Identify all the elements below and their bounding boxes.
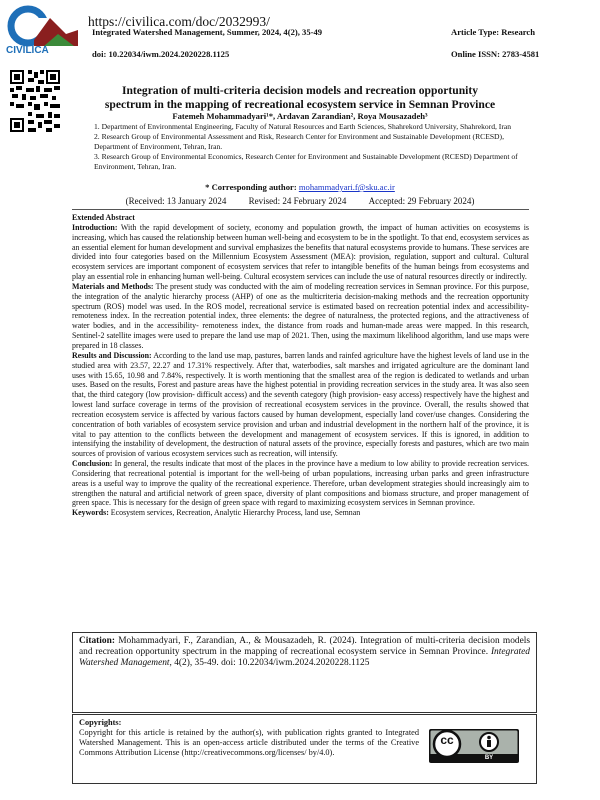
citation-journal: Integrated Watershed Management, bbox=[79, 647, 530, 669]
journal-info: Integrated Watershed Management, Summer, 2024, 4(2), 35-49 bbox=[92, 27, 323, 37]
affiliation-2: 2. Research Group of Environmental Assessment and Risk, Research Center for Environment and Sustainable Development (RCESD), Department of Environment, Tehran, Iran. bbox=[94, 132, 504, 151]
civilica-logo-text: CIVILICA bbox=[6, 45, 49, 56]
cc-label: cc bbox=[440, 733, 454, 747]
copyright-box bbox=[72, 714, 537, 784]
extended-abstract bbox=[72, 213, 529, 518]
citation-rest: 4(2), 35-49. doi: 10.22034/iwm.2024.2020228.1125 bbox=[171, 658, 370, 669]
copyright-label: Copyrights: bbox=[79, 718, 122, 727]
source-url[interactable]: https://civilica.com/doc/2032993/ bbox=[88, 14, 270, 29]
cc-by-badge[interactable] bbox=[429, 729, 519, 763]
corresponding-label: * Corresponding author: bbox=[205, 182, 297, 192]
affiliations bbox=[94, 122, 534, 172]
doi: doi: 10.22034/iwm.2024.2020228.1125 bbox=[92, 49, 230, 59]
methods-paragraph: Materials and Methods: The present study was conducted with the aim of modeling recreation services in Semnan province. For this purpose, the integration of the analytic hierarchy process (AHP) of one as the multicriteria decision-making methods and the recreation opportunity spectrum (ROS) model was used. In the ROS model, recreational service is estimated based on recreation potential index and accessibility- remoteness index. In the recreation potential index, three elements: the degree of naturalness, the protected regions, and the attractiveness of water bodies, and in the accessibility- remoteness index, the distance from roads and human-made areas were mapped. In this research, Sentinel-2 satellite images were used to prepare the land use map of 2021. Then, using the maximum likelihood algorithm, land use maps were prepared in 18 classes. bbox=[72, 281, 530, 350]
corresponding-email-link[interactable]: mohammadyari.f@sku.ac.ir bbox=[298, 182, 395, 192]
citation-label: Citation: bbox=[79, 636, 115, 646]
issn: Online ISSN: 2783-4581 bbox=[451, 49, 540, 59]
received-date: (Received: 13 January 2024 bbox=[125, 196, 227, 206]
paper-title bbox=[20, 84, 580, 112]
affiliation-1: 1. Department of Environmental Engineering, Faculty of Natural Resources and Earth Sciences, Shahrekord University, Shahrekord, Iran bbox=[94, 122, 512, 131]
citation-text: Mohammadyari, F., Zarandian, A., & Mousazadeh, R. (2024). Integration of multi-criteria decision models and recreation opportunity spectrum in the mapping of recreational ecosystem service in Semnan Province. bbox=[79, 636, 530, 658]
civilica-logo bbox=[4, 4, 82, 60]
abstract-heading: Extended Abstract bbox=[72, 213, 135, 222]
revised-date: Revised: 24 February 2024 bbox=[248, 196, 347, 206]
citation-box bbox=[72, 632, 537, 713]
accepted-date: Accepted: 29 February 2024) bbox=[368, 196, 475, 206]
article-dates bbox=[20, 196, 580, 206]
divider bbox=[72, 209, 529, 210]
title-line-1: Integration of multi-criteria decision models and recreation opportunity bbox=[121, 84, 479, 97]
authors: Fatemeh Mohammadyari¹*, Ardavan Zarandian², Roya Mousazadeh³ bbox=[172, 111, 428, 121]
corresponding-author bbox=[20, 182, 580, 192]
by-label: BY bbox=[484, 755, 494, 761]
introduction-paragraph: Introduction: With the rapid development of society, economy and population growth, the impact of human activities on ecosystems is increasing, which has caused the relationship between human well-being and ecosystem to be in the spotlight. To that end, ecosystem services as an essential element for human development and survival emphasizes the benefits that natural ecosystems provide to humans. These services are divided into four categories based on the Millennium Ecosystem Assessment (MEA): provision, regulation, support and cultural. Cultural ecosystem services are important component of ecosystem services that refer to intangible benefits of the human beings from ecosystems and play an essential role in enhancing human well-being. Cultural ecosystem services can include the use of natural resources directly or indirectly. bbox=[72, 222, 529, 282]
title-line-2: spectrum in the mapping of recreational ecosystem service in Semnan Province bbox=[104, 98, 496, 111]
results-paragraph: Results and Discussion: According to the land use map, pastures, barren lands and rainfed agriculture have the highest levels of land use in the studied area with 23.57, 22.27 and 17.31% respectively. After that, waterbodies, salt marshes and irrigated agriculture are the dominant land uses with 15.65, 10.98 and 7.84%, respectively. It is worth mentioning that the smallest area of the region is dedicated to wetlands and urban uses. Based on the results, Forest and pasture areas have the highest potential in providing recreation services in the study area. It was also seen that, the third category (low provision- difficult access) and the seventh category (high provision- easy access) respectively have the highest and lowest land surface coverage in terms of the provision of recreational ecosystem services in the province. Overall, the results showed that recreation ecosystem service is affected by various factors caused by human development, especially land cover/use changes. Considering the concentration of both variables of ecosystem service provision and urban and industrial development in the northern half of the province, it is vital to pay attention to the conflicts between the development and management of ecosystem services. If this is ignored, in addition to intensifying the instability of development, the destruction of natural assets of the province, especially forests and pastures, which are two main sources of provision of various ecosystem services such as recreation, will intensify. bbox=[72, 350, 529, 459]
article-type: Article Type: Research bbox=[451, 27, 536, 37]
affiliation-3: 3. Research Group of Environmental Economics, Research Center for Environment and Sustainable Development (RCESD) Department of Environment, Tehran, Iran. bbox=[94, 152, 518, 171]
conclusion-paragraph: Conclusion: In general, the results indicate that most of the places in the province have a medium to low ability to provide recreation services. Considering that recreational potential is important for the well-being of urban populations, increasing urban parks and green infrastructure areas is a useful way to improve the quality of the recreational experience. Therefore, urban development strategies should increasingly aim to strengthen the natural and artificial network of green space, diversity of plant compositions and biomass structure, and proper management of green space. This is necessary for the design of green space with regard to maximizing ecosystem services in Semnan province. bbox=[72, 459, 529, 508]
copyright-text: Copyright for this article is retained by the author(s), with publication rights granted to Integrated Watershed Management. This is an open-access article distributed under the terms of the Creative Commons Attribution License (http://creativecommons.org/licenses/ by/4.0). bbox=[79, 728, 419, 757]
keywords-paragraph: Keywords: Ecosystem services, Recreation, Analytic Hierarchy Process, land use, Semnan bbox=[72, 508, 361, 518]
